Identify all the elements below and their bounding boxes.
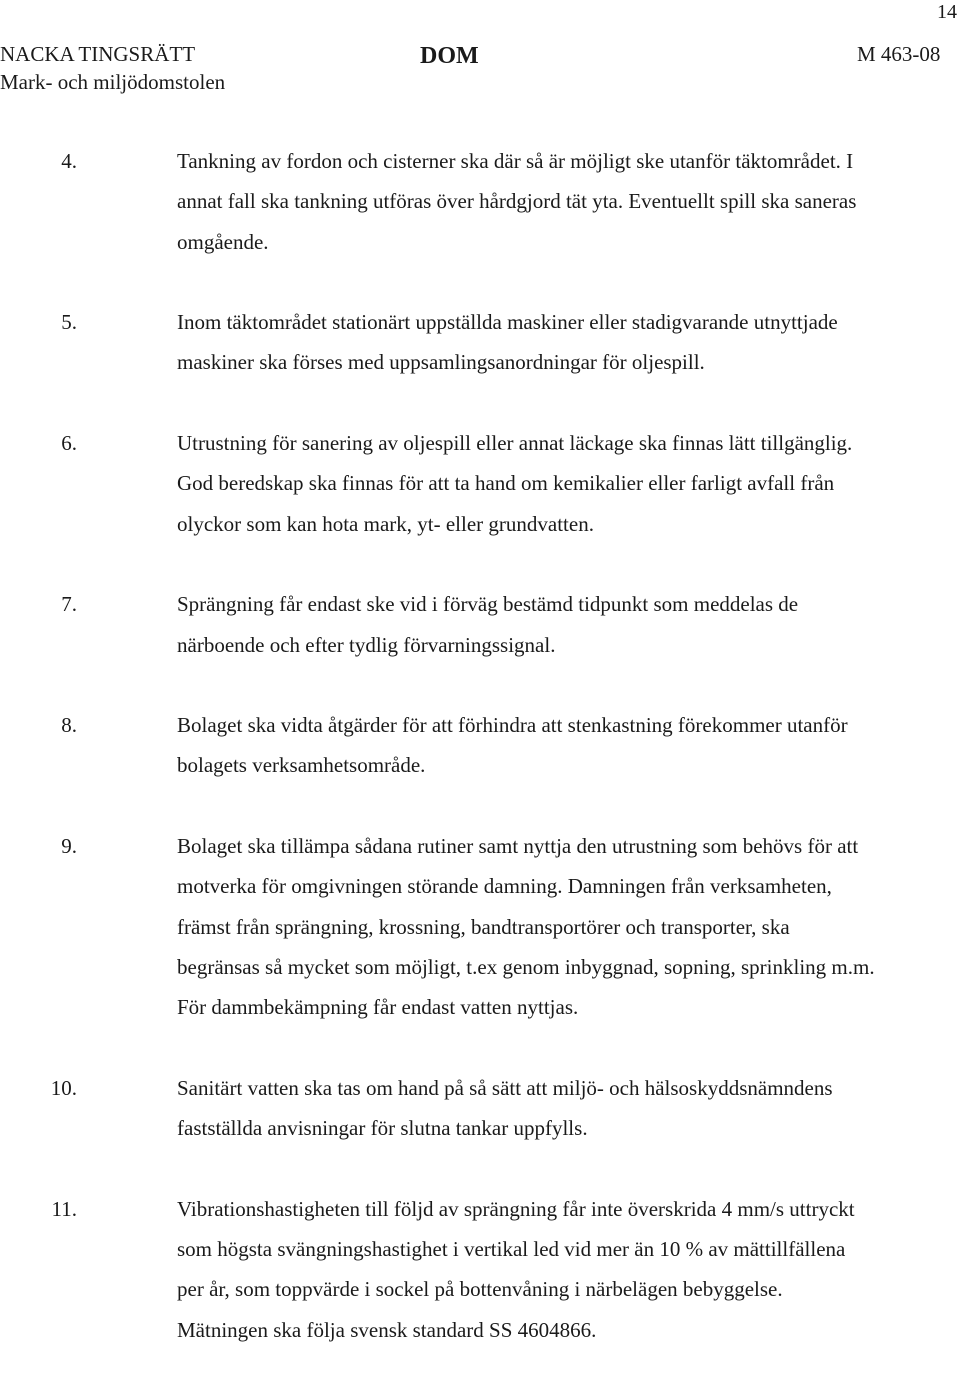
conditions-list	[0, 141, 960, 1390]
condition-item	[0, 141, 877, 262]
condition-text: Sprängning får endast ske vid i förväg bestämd tidpunkt som meddelas de närboende och efter tydlig förvarningssignal.	[177, 592, 799, 657]
condition-number: 9.	[61, 834, 77, 859]
condition-item	[0, 584, 877, 665]
condition-item	[0, 826, 877, 1027]
court-name: NACKA TINGSRÄTT	[0, 42, 196, 66]
condition-item	[0, 302, 877, 383]
condition-text: Sanitärt vatten ska tas om hand på så sätt att miljö- och hälsoskyddsnämndens fastställda anvisningar för slutna tankar uppfylls.	[177, 1075, 833, 1141]
page-number: 14	[937, 1, 957, 23]
condition-number: 7.	[61, 592, 77, 617]
condition-item	[0, 1189, 877, 1350]
condition-number: 4.	[61, 149, 77, 173]
condition-number: 5.	[61, 310, 77, 335]
condition-text: Tankning av fordon och cisterner ska där så är möjligt ske utanför täktområdet. I annat fall ska tankning utföras över hårdgjord tät yta. Eventuellt spill ska saneras omgående.	[177, 149, 857, 254]
condition-item	[0, 423, 877, 544]
court-division: Mark- och miljödomstolen	[0, 70, 226, 94]
case-number: M 463-08	[857, 42, 941, 66]
condition-number: 8.	[61, 713, 77, 738]
condition-text: Utrustning för sanering av oljespill eller annat läckage ska finnas lätt tillgänglig. God beredskap ska finnas för att ta hand om kemikalier eller farligt avfall från olyckor som kan hota mark, yt- eller grundvatten.	[177, 431, 853, 536]
condition-item	[0, 1068, 877, 1149]
document-header	[0, 41, 960, 101]
condition-text: Bolaget ska vidta åtgärder för att förhindra att stenkastning förekommer utanför bolagets verksamhetsområde.	[177, 713, 848, 778]
condition-number: 6.	[61, 431, 77, 456]
condition-number: 11.	[51, 1196, 77, 1221]
condition-number: 10.	[50, 1075, 77, 1100]
document-type: DOM	[420, 43, 479, 69]
condition-item	[0, 705, 877, 786]
condition-text: Inom täktområdet stationärt uppställda maskiner eller stadigvarande utnyttjade maskiner ska förses med uppsamlingsanordningar för oljespill.	[177, 310, 838, 375]
condition-text: Bolaget ska tillämpa sådana rutiner samt nyttja den utrustning som behövs för att motverka för omgivningen störande damning. Damningen från verksamheten, främst från sprängning, krossning, bandtransportörer och transporter, ska begränsas så mycket som möjligt, t.ex genom inbyggnad, sopning, sprinkling m.m. För dammbekämpning får endast vatten nyttjas.	[177, 834, 875, 1020]
condition-text: Vibrationshastigheten till följd av sprängning får inte överskrida 4 mm/s uttryckt som högsta svängningshastighet i vertikal led vid mer än 10 % av mättillfällena per år, som toppvärde i sockel på bottenvåning i närbelägen bebyggelse. Mätningen ska följa svensk standard SS 4604866.	[177, 1196, 855, 1342]
